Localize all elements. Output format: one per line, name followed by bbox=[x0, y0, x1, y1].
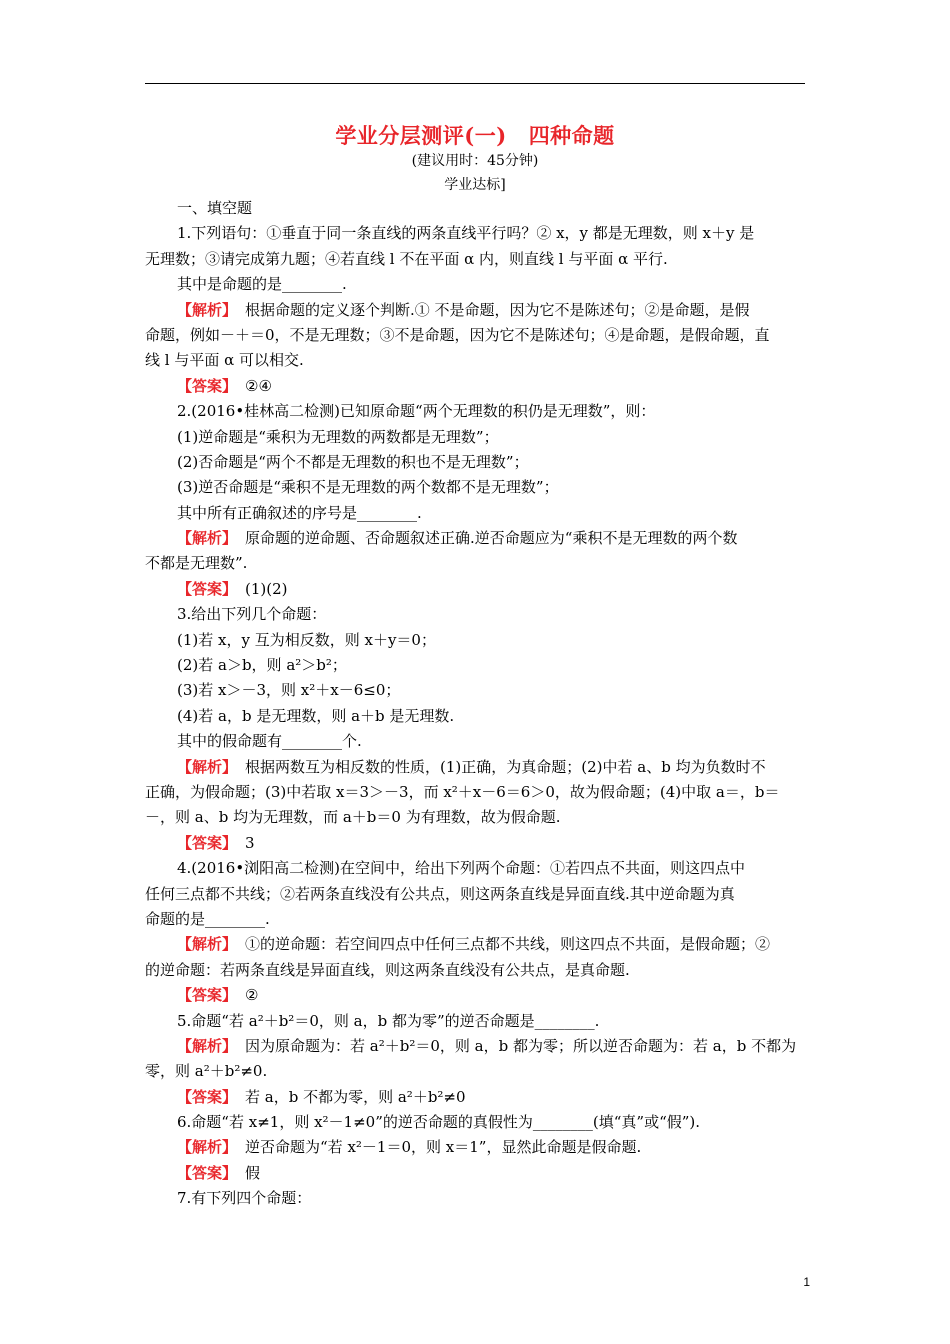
line-text: (1)逆命题是“乘积为无理数的两数都是无理数”； bbox=[177, 427, 499, 446]
title-main: 学业分层测评(一) bbox=[335, 123, 507, 148]
tag-label: 【解析】 bbox=[177, 529, 238, 548]
text-line bbox=[145, 501, 807, 526]
explanation-line bbox=[145, 526, 807, 551]
explanation-line bbox=[145, 1135, 807, 1160]
line-text: 7.有下列四个命题： bbox=[177, 1189, 312, 1208]
line-text: 因为原命题为：若 a²＋b²＝0，则 a，b 都为零；所以逆否命题为：若 a，b 不都为 bbox=[245, 1036, 797, 1055]
section-heading: 学业达标] bbox=[444, 177, 506, 193]
text-line bbox=[145, 602, 807, 627]
explanation-line bbox=[145, 932, 807, 957]
line-text: 根据命题的定义逐个判断.① 不是命题，因为它不是陈述句；②是命题，是假 bbox=[245, 300, 750, 319]
line-text: 其中的假命题有________个. bbox=[177, 732, 362, 751]
text-line bbox=[145, 729, 807, 754]
line-text: (3)逆否命题是“乘积不是无理数的两个数都不是无理数”； bbox=[177, 478, 559, 497]
explanation-line bbox=[145, 374, 807, 399]
line-text: ② bbox=[245, 986, 259, 1005]
line-text: 其中所有正确叙述的序号是________. bbox=[177, 503, 422, 522]
page-title bbox=[0, 120, 950, 150]
line-text: 零，则 a²＋b²≠0. bbox=[145, 1062, 268, 1081]
title-topic: 四种命题 bbox=[528, 123, 615, 148]
line-text: (1)(2) bbox=[245, 579, 288, 598]
line-text: 5.命题“若 a²＋b²＝0，则 a，b 都为零”的逆否命题是________. bbox=[177, 1011, 600, 1030]
tag-label: 【答案】 bbox=[177, 1163, 238, 1182]
line-text: 的逆命题：若两条直线是异面直线，则这两条直线没有公共点，是真命题. bbox=[145, 960, 630, 979]
tag-label: 【解析】 bbox=[177, 757, 238, 776]
line-text: 任何三点都不共线；②若两条直线没有公共点，则这两条直线是异面直线.其中逆命题为真 bbox=[145, 884, 735, 903]
text-line bbox=[145, 907, 807, 932]
tag-label: 【解析】 bbox=[177, 300, 238, 319]
text-line bbox=[145, 425, 807, 450]
line-text: 正确，为假命题；(3)中若取 x＝3＞－3，而 x²＋x－6＝6＞0，故为假命题；(4)中取 a＝，b＝ bbox=[145, 782, 780, 801]
line-text: 3.给出下列几个命题： bbox=[177, 605, 327, 624]
text-line bbox=[145, 272, 807, 297]
tag-label: 【答案】 bbox=[177, 376, 238, 395]
tag-label: 【解析】 bbox=[177, 1036, 238, 1055]
explanation-line bbox=[145, 298, 807, 323]
explanation-line bbox=[145, 1085, 807, 1110]
line-text: (1)若 x，y 互为相反数，则 x＋y＝0； bbox=[177, 630, 436, 649]
line-text: －，则 a、b 均为无理数，而 a＋b＝0 为有理数，故为假命题. bbox=[145, 808, 561, 827]
text-line bbox=[145, 856, 807, 881]
line-text: 假 bbox=[245, 1163, 261, 1182]
tag-label: 【答案】 bbox=[177, 833, 238, 852]
text-line bbox=[145, 247, 807, 272]
tag-label: 【答案】 bbox=[177, 986, 238, 1005]
line-text: 命题，例如－＋＝0，不是无理数；③不是命题，因为它不是陈述句；④是命题，是假命题，直 bbox=[145, 325, 770, 344]
header-rule bbox=[145, 83, 805, 84]
line-text: 根据两数互为相反数的性质，(1)正确，为真命题；(2)中若 a、b 均为负数时不 bbox=[245, 757, 766, 776]
line-text: 线 l 与平面 α 可以相交. bbox=[145, 351, 304, 370]
text-line bbox=[145, 1059, 807, 1084]
text-line bbox=[145, 780, 807, 805]
line-text: 6.命题“若 x≠1，则 x²－1≠0”的逆否命题的真假性为________(填“真”或“假”). bbox=[177, 1113, 701, 1132]
explanation-line bbox=[145, 577, 807, 602]
line-text: 一、填空题 bbox=[177, 199, 253, 217]
text-line bbox=[145, 882, 807, 907]
text-line bbox=[145, 1110, 807, 1135]
line-text: (2)否命题是“两个不都是无理数的积也不是无理数”； bbox=[177, 452, 529, 471]
line-text: 3 bbox=[245, 833, 255, 852]
suggested-time: (建议用时：45分钟) bbox=[411, 153, 539, 169]
explanation-line bbox=[145, 831, 807, 856]
tag-label: 【答案】 bbox=[177, 1087, 238, 1106]
line-text: 不都是无理数”. bbox=[145, 554, 248, 573]
line-text: (2)若 a＞b，则 a²＞b²； bbox=[177, 656, 347, 675]
text-line bbox=[145, 551, 807, 576]
text-line bbox=[145, 1009, 807, 1034]
page-number: 1 bbox=[803, 1275, 810, 1289]
text-line bbox=[145, 221, 807, 246]
line-text: 2.(2016•桂林高二检测)已知原命题“两个无理数的积仍是无理数”，则： bbox=[177, 402, 656, 421]
text-line bbox=[145, 678, 807, 703]
line-text: 逆否命题为“若 x²－1＝0，则 x＝1”，显然此命题是假命题. bbox=[245, 1138, 642, 1157]
explanation-line bbox=[145, 755, 807, 780]
line-text: 4.(2016•浏阳高二检测)在空间中，给出下列两个命题：①若四点不共面，则这四点中 bbox=[177, 859, 746, 878]
tag-label: 【解析】 bbox=[177, 935, 238, 954]
text-line bbox=[145, 1186, 807, 1211]
explanation-line bbox=[145, 983, 807, 1008]
text-line bbox=[145, 628, 807, 653]
text-line bbox=[145, 323, 807, 348]
line-text: (4)若 a，b 是无理数，则 a＋b 是无理数. bbox=[177, 706, 455, 725]
line-text: 1.下列语句：①垂直于同一条直线的两条直线平行吗？② x，y 都是无理数，则 x＋y 是 bbox=[177, 224, 755, 243]
line-text: 原命题的逆命题、否命题叙述正确.逆否命题应为“乘积不是无理数的两个数 bbox=[245, 529, 738, 548]
line-text: ①的逆命题：若空间四点中任何三点都不共线，则这四点不共面，是假命题；② bbox=[245, 935, 771, 954]
text-line bbox=[145, 450, 807, 475]
question-content bbox=[145, 196, 807, 1212]
line-text: ②④ bbox=[245, 376, 272, 395]
explanation-line bbox=[145, 1034, 807, 1059]
text-line bbox=[145, 475, 807, 500]
tag-label: 【解析】 bbox=[177, 1138, 238, 1157]
text-line bbox=[145, 653, 807, 678]
line-text: 命题的是________. bbox=[145, 909, 270, 928]
line-text: (3)若 x＞－3，则 x²＋x－6≤0； bbox=[177, 681, 401, 700]
text-line bbox=[145, 196, 807, 221]
line-text: 无理数；③请完成第九题；④若直线 l 不在平面 α 内，则直线 l 与平面 α 平行. bbox=[145, 249, 668, 268]
text-line bbox=[145, 958, 807, 983]
text-line bbox=[145, 805, 807, 830]
text-line bbox=[145, 348, 807, 373]
tag-label: 【答案】 bbox=[177, 579, 238, 598]
text-line bbox=[145, 399, 807, 424]
explanation-line bbox=[145, 1161, 807, 1186]
line-text: 其中是命题的是________. bbox=[177, 275, 347, 294]
text-line bbox=[145, 704, 807, 729]
line-text: 若 a，b 不都为零，则 a²＋b²≠0 bbox=[245, 1087, 466, 1106]
